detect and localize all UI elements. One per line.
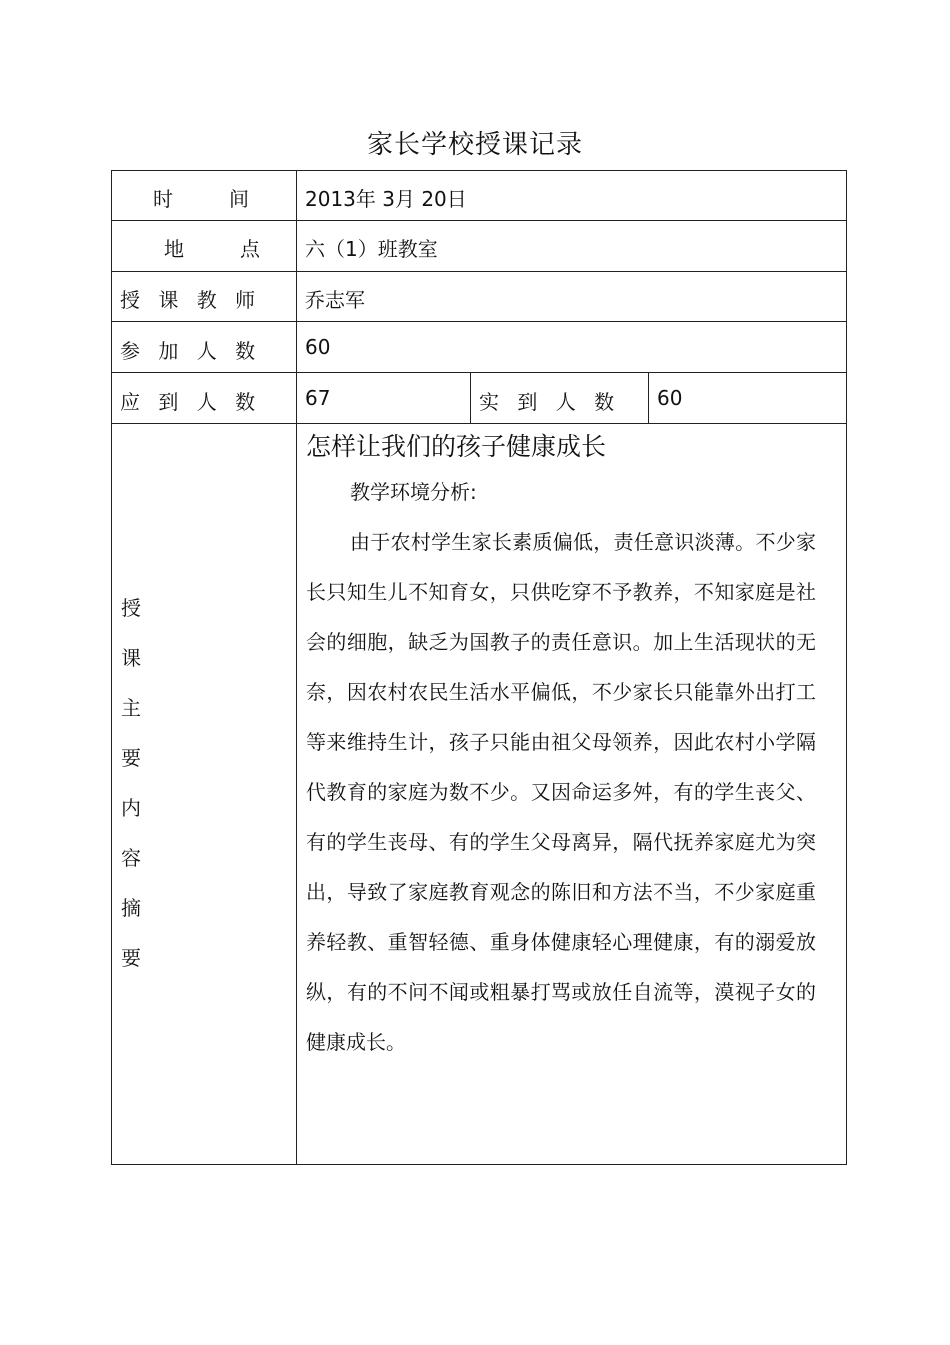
column-divider <box>470 372 471 423</box>
document-title: 家长学校授课记录 <box>366 130 583 160</box>
summary-label-char: 容 <box>121 846 141 870</box>
summary-label-char: 内 <box>121 796 141 820</box>
place-label: 地 点 <box>164 237 278 261</box>
summary-label-char: 主 <box>121 696 141 720</box>
lesson-title: 怎样让我们的孩子健康成长 <box>306 432 607 461</box>
lesson-subheading: 教学环境分析: <box>350 480 477 504</box>
participants-label: 参 加 人 数 <box>120 339 262 363</box>
summary-label-char: 要 <box>121 946 141 970</box>
time-label: 时 间 <box>153 187 267 211</box>
column-divider <box>648 372 649 423</box>
participants-value: 60 <box>305 335 331 359</box>
summary-label-char: 授 <box>121 596 141 620</box>
record-form <box>111 170 847 1165</box>
lesson-body: 由于农村学生家长素质偏低，责任意识淡薄。不少家长只知生儿不知育女，只供吃穿不予教养，不知家庭是社会的细胞，缺乏为国教子的责任意识。加上生活现状的无奈，因农村农民生活水平偏低，不少家长只能靠外出打工等来维持生计，孩子只能由祖父母领养，因此农村小学隔代教育的家庭为数不少。又因命运多舛，有的学生丧父、有的学生丧母、有的学生父母离异，隔代抚养家庭尤为突出，导致了家庭教育观念的陈旧和方法不当，不少家庭重养轻教、重智轻德、重身体健康轻心理健康，有的溺爱放纵，有的不问不闻或粗暴打骂或放任自流等，漠视子女的健康成长。 <box>306 530 816 1054</box>
summary-label-char: 要 <box>121 746 141 770</box>
row-divider <box>112 321 846 322</box>
summary-label-char: 课 <box>121 646 141 670</box>
expected-value: 67 <box>305 386 331 410</box>
summary-label-char: 摘 <box>121 896 141 920</box>
place-value: 六（1）班教室 <box>305 237 438 261</box>
teacher-label: 授 课 教 师 <box>120 288 262 312</box>
expected-label: 应 到 人 数 <box>120 390 262 414</box>
row-divider <box>112 372 846 373</box>
summary-content <box>306 427 816 1067</box>
row-divider <box>112 220 846 221</box>
time-value: 2013年 3月 20日 <box>305 187 467 211</box>
column-divider <box>296 171 297 1164</box>
teacher-value: 乔志军 <box>305 288 365 312</box>
row-divider <box>112 423 846 424</box>
actual-value: 60 <box>657 386 683 410</box>
row-divider <box>112 271 846 272</box>
summary-label <box>121 583 141 983</box>
actual-label: 实 到 人 数 <box>479 390 621 414</box>
